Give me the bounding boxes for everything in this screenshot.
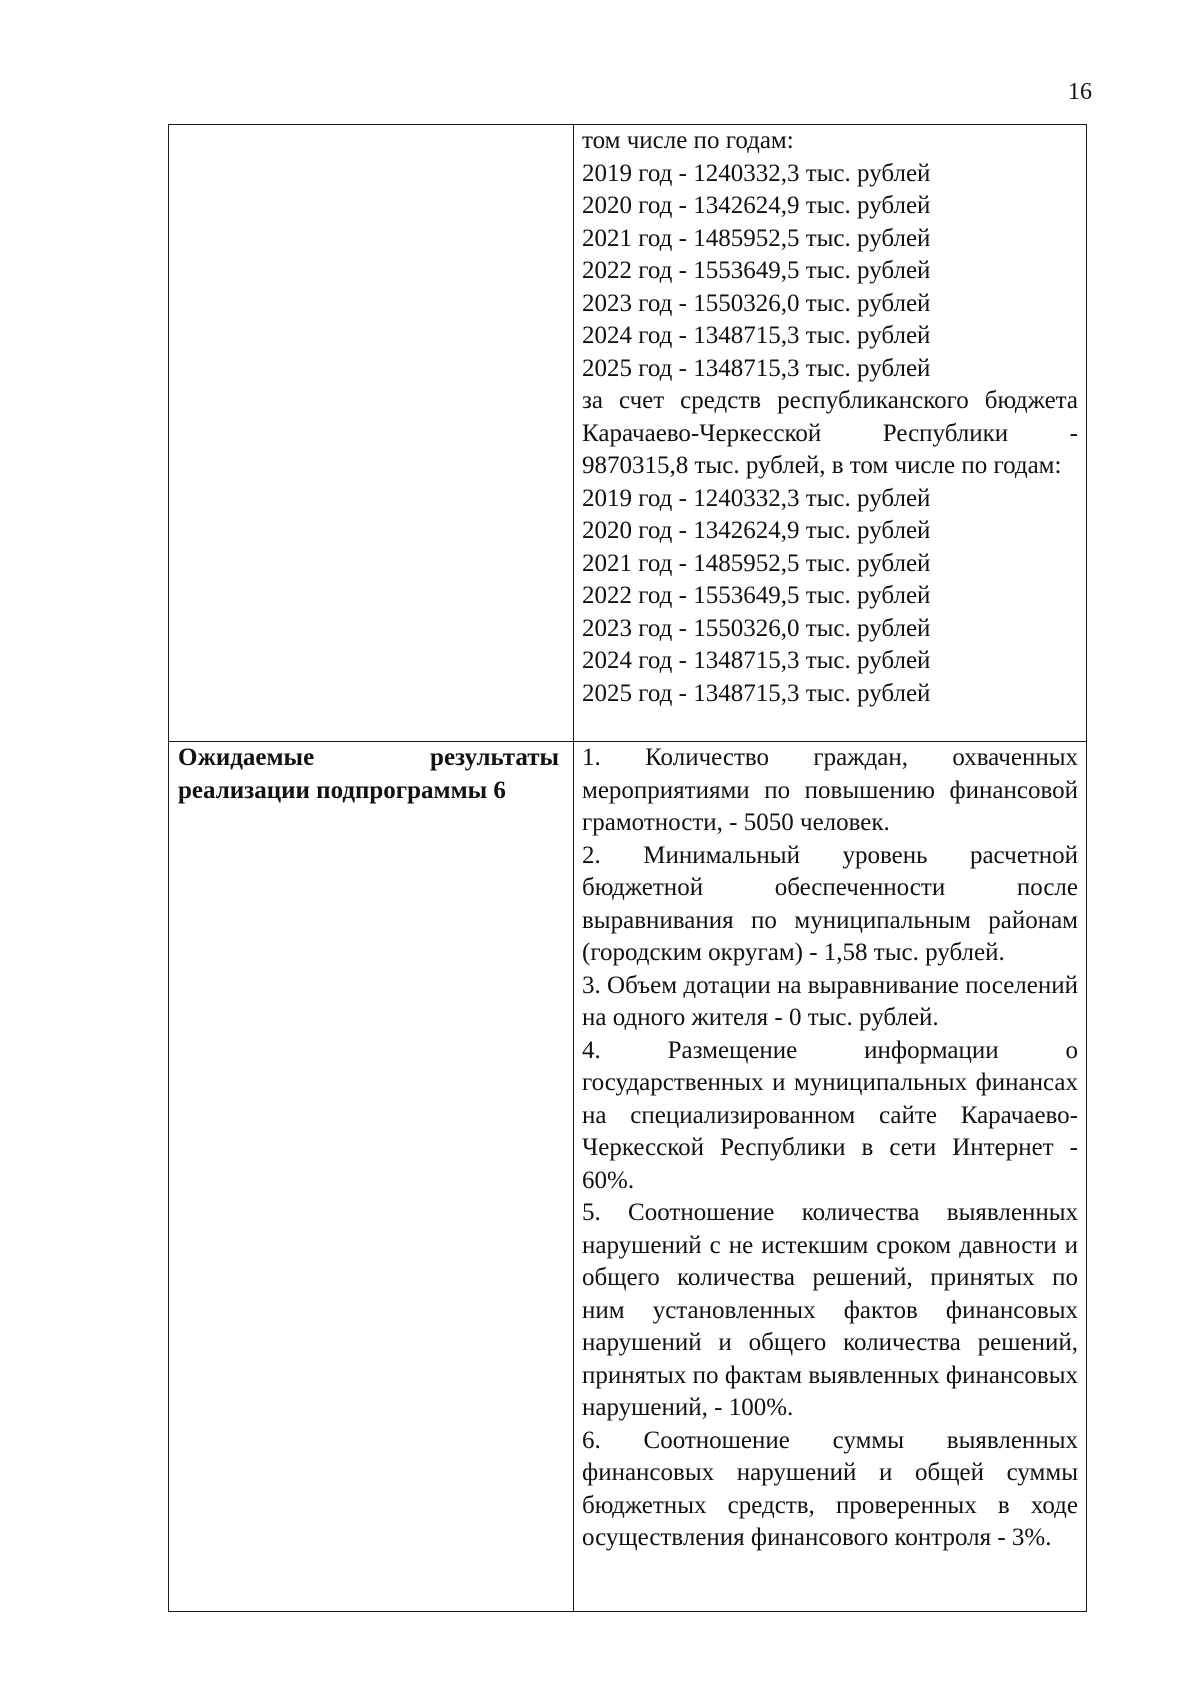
result-item: 2. Минимальный уровень расчетной бюджетной обеспеченности после выравнивания по муниципальным районам (городским округам) - 1,58 тыс. рублей. <box>582 841 1078 966</box>
results-value-cell <box>574 742 1087 1612</box>
funding-value-cell <box>574 125 1087 742</box>
year-line: 2023 год - 1550326,0 тыс. рублей <box>582 614 931 642</box>
result-item: 5. Соотношение количества выявленных нарушений с не истекшим сроком давности и общего количества решений, принятых по ним установленных фактов финансовых нарушений и общего количества решений, принятых по фактам выявленных финансовых нарушений, - 100%. <box>582 1199 1078 1421</box>
year-line: 2021 год - 1485952,5 тыс. рублей <box>582 224 931 252</box>
year-line: 2022 год - 1553649,5 тыс. рублей <box>582 582 931 609</box>
year-line: 2019 год - 1240332,3 тыс. рублей <box>582 484 931 512</box>
year-line: 2025 год - 1348715,3 тыс. рублей <box>582 354 931 382</box>
year-line: 2025 год - 1348715,3 тыс. рублей <box>582 679 931 707</box>
year-line: 2023 год - 1550326,0 тыс. рублей <box>582 289 931 317</box>
year-line: 2024 год - 1348715,3 тыс. рублей <box>582 647 931 674</box>
years-list-total <box>582 158 1078 386</box>
result-item: 1. Количество граждан, охваченных мероприятиями по повышению финансовой грамотности, - 5050 человек. <box>582 744 1078 836</box>
year-line: 2024 год - 1348715,3 тыс. рублей <box>582 322 931 349</box>
result-item: 4. Размещение информации о государственных и муниципальных финансах на специализированном сайте Карачаево-Черкесской Республики в сети Интернет - 60%. <box>582 1036 1078 1194</box>
funding-intro: том числе по годам: <box>582 127 794 154</box>
funding-row <box>169 125 1087 742</box>
year-line: 2022 год - 1553649,5 тыс. рублей <box>582 257 931 284</box>
year-line: 2020 год - 1342624,9 тыс. рублей <box>582 517 931 544</box>
results-label: Ожидаемые результаты реализации подпрограммы 6 <box>169 742 574 1612</box>
year-line: 2019 год - 1240332,3 тыс. рублей <box>582 159 931 187</box>
year-line: 2021 год - 1485952,5 тыс. рублей <box>582 549 931 577</box>
funding-label-cell <box>169 125 574 742</box>
years-list-republic <box>582 483 1078 711</box>
republic-budget-text: за счет средств республиканского бюджета Карачаево-Черкесской Республики - 9870315,8 тыс. рублей, в том числе по годам: <box>582 387 1078 479</box>
results-row <box>169 742 1087 1612</box>
result-item: 6. Соотношение суммы выявленных финансовых нарушений и общей суммы бюджетных средств, проверенных в ходе осуществления финансового контроля - 3%. <box>582 1426 1078 1551</box>
passport-table <box>168 124 1087 1612</box>
result-item: 3. Объем дотации на выравнивание поселений на одного жителя - 0 тыс. рублей. <box>582 971 1078 1031</box>
page-number: 16 <box>1068 79 1092 105</box>
year-line: 2020 год - 1342624,9 тыс. рублей <box>582 192 931 219</box>
